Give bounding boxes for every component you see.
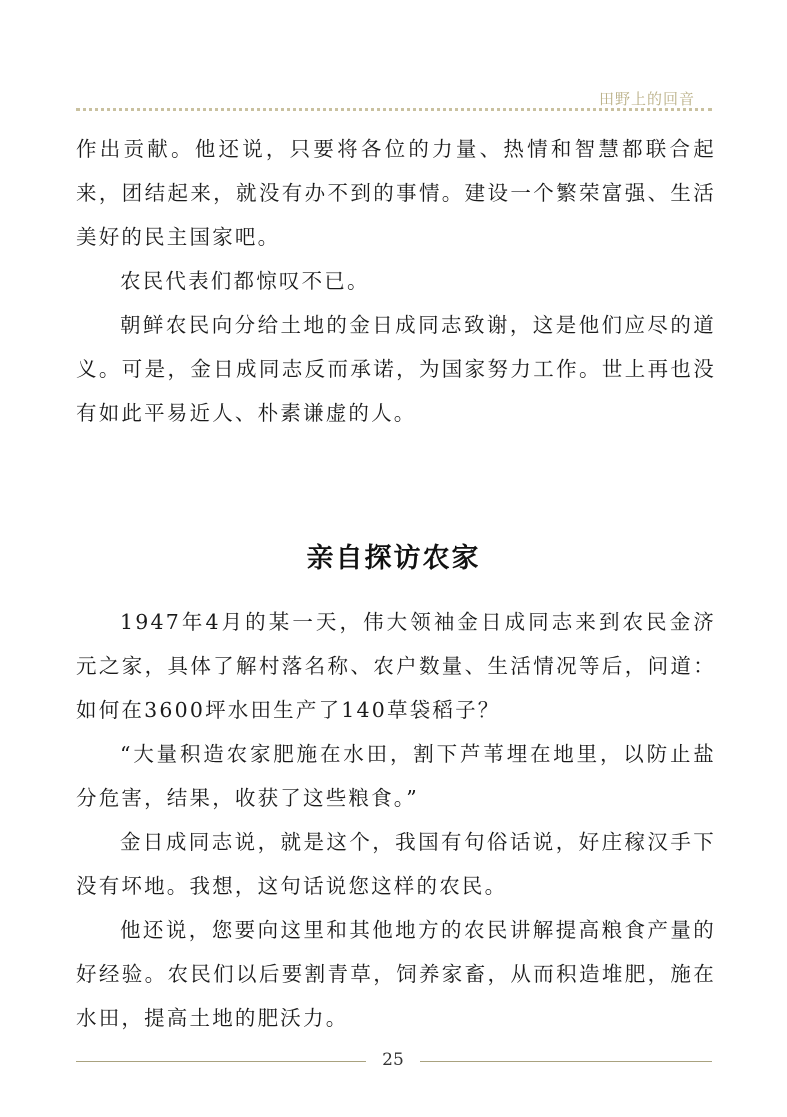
paragraph: 农民代表们都惊叹不已。 <box>120 269 370 293</box>
section-title: 亲自探访农家 <box>306 543 481 575</box>
paragraph: 他还说，您要向这里和其他地方的农民讲解提高粮食产量的好经验。农民们以后要割青草，饲养家畜，从而积造堆肥，施在水田，提高土地的肥沃力。 <box>76 918 716 1030</box>
continued-text-block <box>76 127 716 435</box>
paragraph-quote: “大量积造农家肥施在水田，割下芦苇埋在地里，以防止盐分危害，结果，收获了这些粮食。” <box>76 742 716 810</box>
header-dotted-divider <box>76 108 712 111</box>
running-head-title: 田野上的回音 <box>598 90 695 108</box>
paragraph: 1947年4月的某一天，伟大领袖金日成同志来到农民金济元之家，具体了解村落名称、农户数量、生活情况等后，问道：如何在3600坪水田生产了140草袋稻子？ <box>76 610 716 722</box>
paragraph-continued: 作出贡献。他还说，只要将各位的力量、热情和智慧都联合起来，团结起来，就没有办不到的事情。建设一个繁荣富强、生活美好的民主国家吧。 <box>76 137 716 249</box>
page-number: 25 <box>382 1050 404 1070</box>
footer-divider-left <box>76 1061 366 1062</box>
paragraph: 朝鲜农民向分给土地的金日成同志致谢，这是他们应尽的道义。可是，金日成同志反而承诺，为国家努力工作。世上再也没有如此平易近人、朴素谦虚的人。 <box>76 313 716 425</box>
section-text-block <box>76 600 716 1040</box>
footer-divider-right <box>420 1061 712 1062</box>
paragraph: 金日成同志说，就是这个，我国有句俗话说，好庄稼汉手下没有坏地。我想，这句话说您这样的农民。 <box>76 830 716 898</box>
